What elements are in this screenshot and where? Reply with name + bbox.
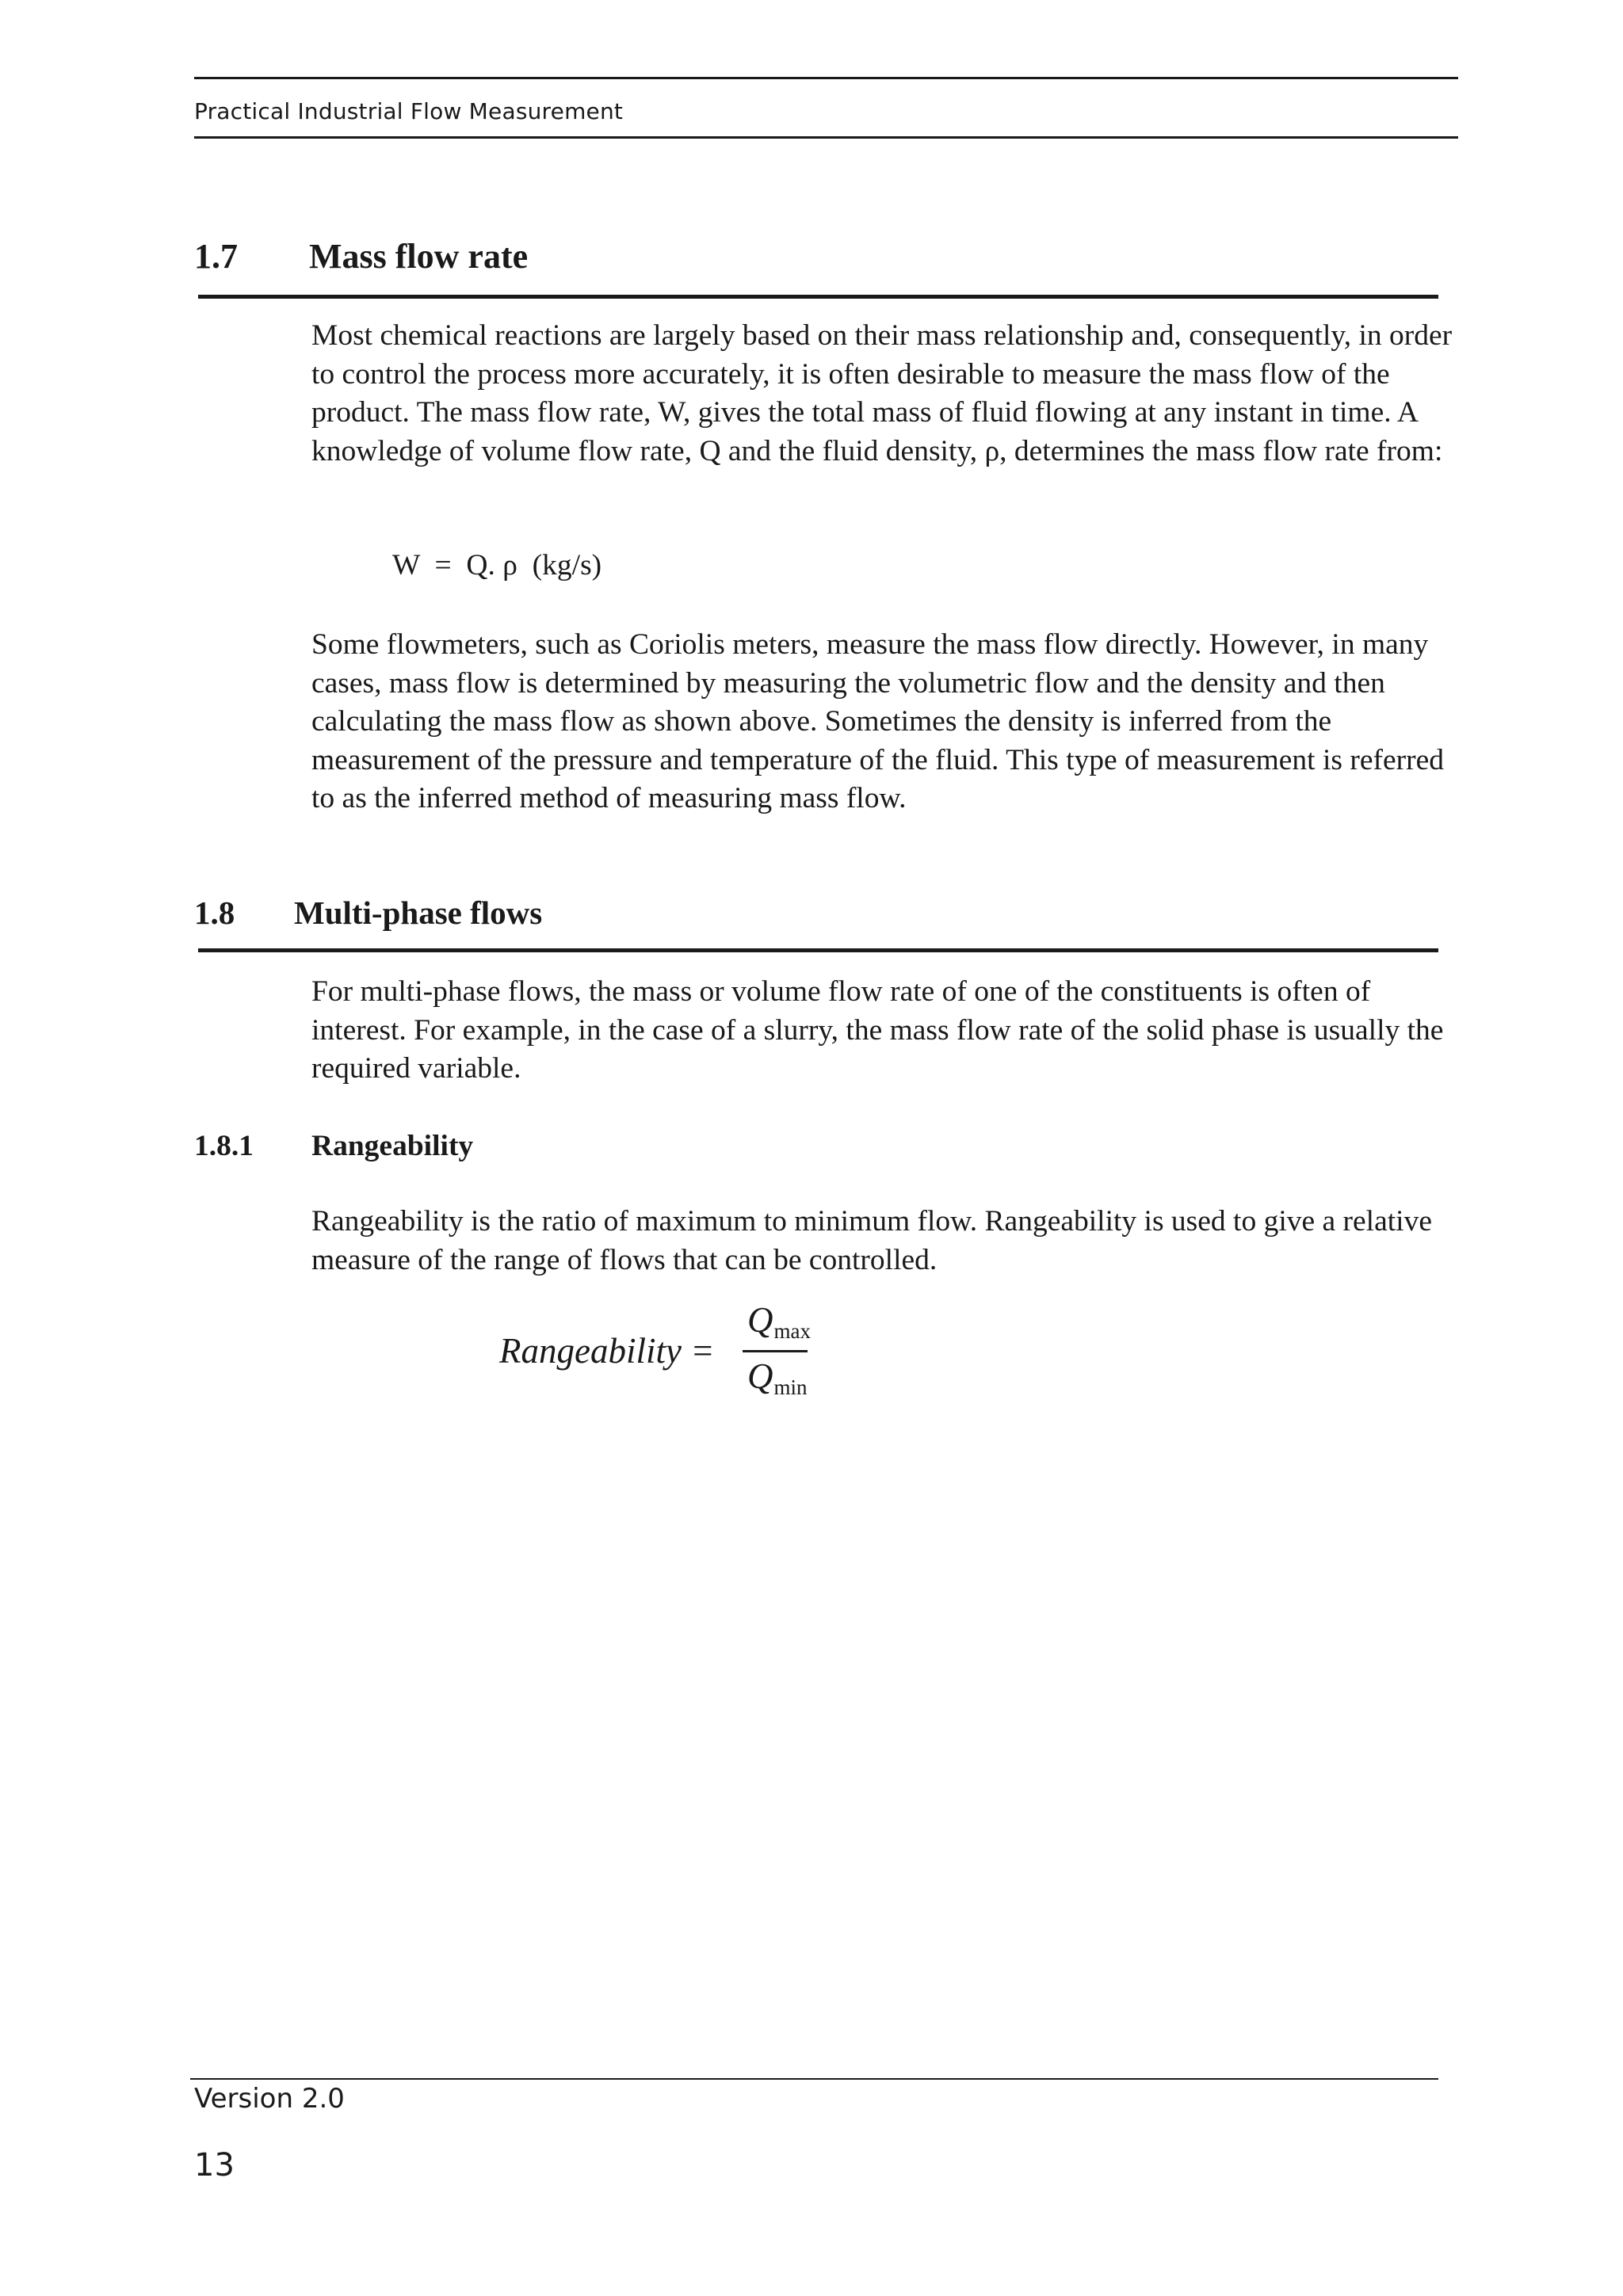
- section-title: Multi-phase flows: [294, 894, 543, 931]
- fraction-bar: [743, 1350, 808, 1352]
- footer-rule: [190, 2078, 1438, 2080]
- header-top-rule: [194, 77, 1458, 79]
- mass-flow-equation: W = Q. ρ (kg/s): [392, 549, 602, 582]
- formula-lhs: Rangeability =: [499, 1331, 715, 1371]
- section-title: Mass flow rate: [309, 237, 529, 276]
- section-heading-rule: [198, 948, 1438, 952]
- subsection-title: Rangeability: [311, 1130, 474, 1162]
- section-heading-1-7: [194, 236, 529, 277]
- body-paragraph: Rangeability is the ratio of maximum to minimum flow. Rangeability is used to give a relative measure of the range of flows that can be controlled.: [311, 1205, 1432, 1276]
- rangeability-formula: [499, 1299, 832, 1410]
- subsection-number: 1.8.1: [194, 1130, 254, 1162]
- header-bottom-rule: [194, 136, 1458, 139]
- section-heading-1-8: [194, 894, 543, 932]
- denominator-subscript: min: [773, 1375, 808, 1399]
- subsection-heading-1-8-1: [194, 1129, 474, 1163]
- body-paragraph: For multi-phase flows, the mass or volume flow rate of one of the constituents is often of interest. For example, in the case of a slurry, the mass flow rate of the solid phase is usually the required variable.: [311, 975, 1444, 1085]
- numerator-symbol: Q: [747, 1300, 773, 1340]
- running-header-title: Practical Industrial Flow Measurement: [194, 98, 624, 124]
- body-paragraph: Most chemical reactions are largely based on their mass relationship and, consequently, in order to control the process more accurately, it is often desirable to measure the mass flow of the product. The mass flow rate, W, gives the total mass of fluid flowing at any instant in time. A knowledge of volume flow rate, Q and the fluid density, ρ, determines the mass flow rate from:: [311, 319, 1453, 467]
- section-number: 1.7: [194, 237, 238, 276]
- page-number: 13: [194, 2147, 235, 2183]
- numerator-subscript: max: [773, 1319, 811, 1343]
- denominator-symbol: Q: [747, 1356, 773, 1396]
- formula-denominator: [747, 1356, 808, 1397]
- section-heading-rule: [198, 295, 1438, 299]
- section-number: 1.8: [194, 894, 235, 931]
- body-paragraph: Some flowmeters, such as Coriolis meters, measure the mass flow directly. However, in many cases, mass flow is determined by measuring the volumetric flow and the density and then calculating the mass flow as shown above. Sometimes the density is inferred from the measurement of the pressure and temperature of the fluid. This type of measurement is referred to as the inferred method of measuring mass flow.: [311, 628, 1444, 814]
- formula-numerator: [747, 1299, 811, 1341]
- footer-version: Version 2.0: [194, 2083, 345, 2115]
